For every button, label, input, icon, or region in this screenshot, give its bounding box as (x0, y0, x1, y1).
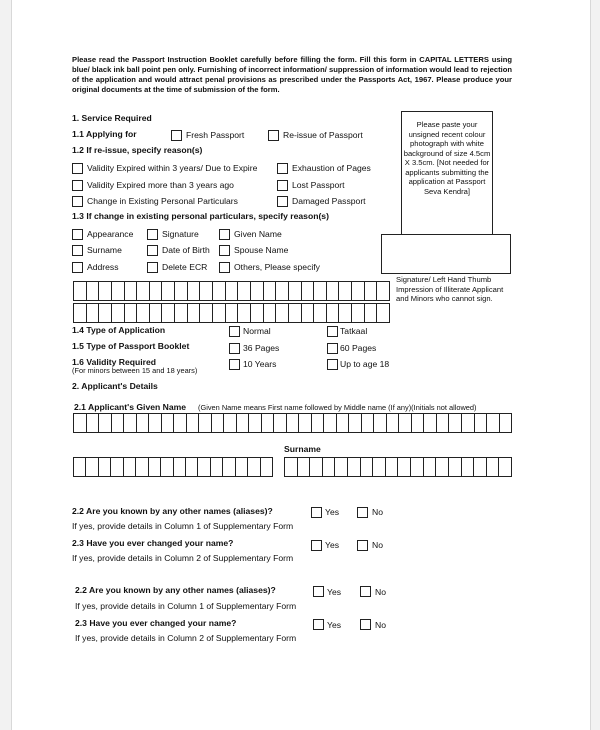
aliases-note: If yes, provide details in Column 1 of Supplementary Form (72, 521, 294, 531)
name-changed-note: If yes, provide details in Column 2 of Supplementary Form (72, 553, 294, 563)
damaged-passport-label: Damaged Passport (292, 196, 366, 206)
upto-18-checkbox[interactable] (327, 359, 338, 370)
aliases-no-label-2: No (375, 587, 386, 597)
name-changed-question: 2.3 Have you ever changed your name? (72, 538, 234, 548)
fresh-passport-label: Fresh Passport (186, 130, 245, 140)
aliases-yes-label-2: Yes (327, 587, 342, 597)
exhaustion-checkbox[interactable] (277, 163, 288, 174)
booklet-type-label: 1.5 Type of Passport Booklet (72, 341, 190, 351)
reissue-reason-label: 1.2 If re-issue, specify reason(s) (72, 145, 203, 155)
others-specify-grid-2[interactable] (73, 303, 390, 323)
surname-checkbox[interactable] (72, 245, 83, 256)
photo-box[interactable]: Please paste your unsigned recent colour photograph with white background of size 4.5cm X 3.5cm. [Not needed for applicants submitting the application at Passport Seva Kendra] (401, 111, 493, 240)
tatkaal-checkbox[interactable] (327, 326, 338, 337)
minors-note: (For minors between 15 and 18 years) (72, 366, 198, 375)
delete-ecr-label: Delete ECR (162, 262, 208, 272)
surname-grid-left[interactable] (73, 457, 273, 477)
upto-18-label: Up to age 18 (340, 359, 390, 369)
fresh-passport-checkbox[interactable] (171, 130, 182, 141)
36-pages-label: 36 Pages (243, 343, 280, 353)
spouse-checkbox[interactable] (219, 245, 230, 256)
address-checkbox[interactable] (72, 262, 83, 273)
10-years-checkbox[interactable] (229, 359, 240, 370)
normal-label: Normal (243, 326, 271, 336)
changed-no-checkbox-2[interactable] (360, 619, 371, 630)
form-page (11, 0, 591, 730)
lost-passport-label: Lost Passport (292, 180, 345, 190)
10-years-label: 10 Years (243, 359, 277, 369)
changed-yes-checkbox-2[interactable] (313, 619, 324, 630)
changed-no-label: No (372, 540, 383, 550)
changed-yes-label: Yes (325, 540, 340, 550)
60-pages-label: 60 Pages (340, 343, 377, 353)
changed-no-label-2: No (375, 620, 386, 630)
tatkaal-label: Tatkaal (340, 326, 368, 336)
given-name-label: Given Name (234, 229, 282, 239)
type-application-label: 1.4 Type of Application (72, 325, 166, 335)
appearance-checkbox[interactable] (72, 229, 83, 240)
validity-3yrs-label: Validity Expired within 3 years/ Due to Expire (87, 163, 258, 173)
exhaustion-label: Exhaustion of Pages (292, 163, 371, 173)
appearance-label: Appearance (87, 229, 134, 239)
name-changed-question-2: 2.3 Have you ever changed your name? (75, 618, 237, 628)
changed-yes-checkbox[interactable] (311, 540, 322, 551)
aliases-note-2: If yes, provide details in Column 1 of Supplementary Form (75, 601, 297, 611)
aliases-no-checkbox[interactable] (357, 507, 368, 518)
changed-yes-label-2: Yes (327, 620, 342, 630)
surname-label: Surname (87, 245, 122, 255)
dob-checkbox[interactable] (147, 245, 158, 256)
aliases-no-label: No (372, 507, 383, 517)
surname-field-label: Surname (284, 444, 321, 454)
given-name-note: (Given Name means First name followed by Middle name (If any)(Initials not allowed) (198, 403, 477, 412)
surname-grid-right[interactable] (284, 457, 512, 477)
normal-checkbox[interactable] (229, 326, 240, 337)
address-label: Address (87, 262, 119, 272)
changed-no-checkbox[interactable] (357, 540, 368, 551)
damaged-passport-checkbox[interactable] (277, 196, 288, 207)
validity-required-label: 1.6 Validity Required (72, 357, 157, 367)
aliases-yes-label: Yes (325, 507, 340, 517)
given-name-checkbox[interactable] (219, 229, 230, 240)
signature-label: Signature (162, 229, 199, 239)
change-particulars-checkbox[interactable] (72, 196, 83, 207)
applying-for-label: 1.1 Applying for (72, 129, 137, 139)
validity-more-checkbox[interactable] (72, 180, 83, 191)
spouse-label: Spouse Name (234, 245, 289, 255)
others-checkbox[interactable] (219, 262, 230, 273)
intro-instructions: Please read the Passport Instruction Booklet carefully before filling the form. Fill this form in CAPITAL LETTERS using blue/ black ink ball point pen only. Furnishing of incorrect information/ suppression of information would lead to rejection of the application and would attract penal provisions as prescribed under the Passports Act, 1967. Please produce your original documents at the time of submission of the form. (72, 55, 512, 94)
validity-more-label: Validity Expired more than 3 years ago (87, 180, 234, 190)
delete-ecr-checkbox[interactable] (147, 262, 158, 273)
signature-checkbox[interactable] (147, 229, 158, 240)
reissue-checkbox[interactable] (268, 130, 279, 141)
others-label: Others, Please specify (234, 262, 320, 272)
aliases-question-2: 2.2 Are you known by any other names (aliases)? (75, 585, 276, 595)
36-pages-checkbox[interactable] (229, 343, 240, 354)
given-name-field-label: 2.1 Applicant's Given Name (74, 402, 187, 412)
name-changed-note-2: If yes, provide details in Column 2 of Supplementary Form (75, 633, 297, 643)
signature-caption: Signature/ Left Hand Thumb Impression of Illiterate Applicant and Minors who cannot sign. (396, 275, 504, 303)
aliases-no-checkbox-2[interactable] (360, 586, 371, 597)
change-reason-label: 1.3 If change in existing personal particulars, specify reason(s) (72, 211, 329, 221)
lost-passport-checkbox[interactable] (277, 180, 288, 191)
aliases-yes-checkbox[interactable] (311, 507, 322, 518)
applicant-details-heading: 2. Applicant's Details (72, 381, 158, 391)
validity-3yrs-checkbox[interactable] (72, 163, 83, 174)
given-name-grid[interactable] (73, 413, 512, 433)
reissue-label: Re-issue of Passport (283, 130, 363, 140)
dob-label: Date of Birth (162, 245, 210, 255)
signature-box[interactable] (381, 234, 511, 274)
60-pages-checkbox[interactable] (327, 343, 338, 354)
service-required-heading: 1. Service Required (72, 113, 152, 123)
others-specify-grid[interactable] (73, 281, 390, 301)
change-particulars-label: Change in Existing Personal Particulars (87, 196, 238, 206)
aliases-question: 2.2 Are you known by any other names (aliases)? (72, 506, 273, 516)
aliases-yes-checkbox-2[interactable] (313, 586, 324, 597)
